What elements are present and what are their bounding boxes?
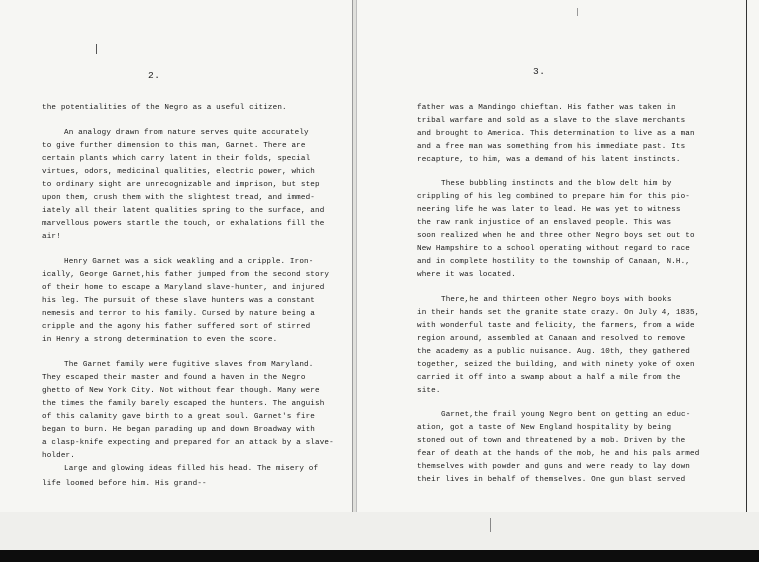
text-line: and brought to America. This determination to live as a man xyxy=(417,130,695,138)
text-line: his leg. The pursuit of these slave hunters was a constant xyxy=(42,297,316,305)
text-line: began to burn. He began parading up and down Broadway with xyxy=(42,426,316,434)
text-line: in their hands set the granite state crazy. On July 4, 1835, xyxy=(417,309,700,317)
text-line: and in complete hostility to the township of Canaan, N.H., xyxy=(417,258,691,266)
text-line: holder. xyxy=(42,452,75,460)
text-line: iately all their latent qualities spring to the surface, and xyxy=(42,207,325,215)
text-line: father was a Mandingo chieftan. His father was taken in xyxy=(417,104,676,112)
text-line: in Henry a strong determination to even the score. xyxy=(42,336,278,344)
page-number: 2. xyxy=(148,70,161,81)
text-line: of this calamity gave birth to a great soul. Garnet's fire xyxy=(42,413,316,421)
text-line: site. xyxy=(417,387,441,395)
text-line: ically, George Garnet,his father jumped from the second story xyxy=(42,271,330,279)
margin-mark xyxy=(577,8,578,16)
text-line: recapture, to him, was a demand of his latent instincts. xyxy=(417,156,681,164)
text-line: neering life he was later to lead. He was yet to witness xyxy=(417,206,681,214)
text-line: to ordinary sight are unrecognizable and imprison, but step xyxy=(42,181,320,189)
scan-edge-line xyxy=(746,0,747,512)
text-line: fear of death at the hands of the mob, he and his pals armed xyxy=(417,450,700,458)
text-line: Large and glowing ideas filled his head. The misery of xyxy=(64,465,319,473)
text-line: the times the family barely escaped the hunters. The anguish xyxy=(42,400,325,408)
scan-mark xyxy=(490,518,491,532)
text-line: region around, assembled at Canaan and resolved to remove xyxy=(417,335,686,343)
text-line: nemesis and terror to his family. Cursed by nature being a xyxy=(42,310,316,318)
left-page xyxy=(0,0,352,512)
text-line: a clasp-knife expecting and prepared for an attack by a slave- xyxy=(42,439,334,447)
text-line: with wonderful taste and felicity, the farmers, from a wide xyxy=(417,322,695,330)
text-line: stoned out of town and threatened by a mob. Driven by the xyxy=(417,437,686,445)
margin-mark xyxy=(96,44,97,54)
text-line: their lives in behalf of themselves. One gun blast served xyxy=(417,476,686,484)
text-line: virtues, odors, medicinal qualities, electric power, which xyxy=(42,168,316,176)
text-line: marvellous powers startle the touch, or exhalations fill the xyxy=(42,220,325,228)
text-line: ation, got a taste of New England hospitality by being xyxy=(417,424,672,432)
text-line: life loomed before him. His grand-- xyxy=(42,480,207,488)
text-line: tribal warfare and sold as a slave to the slave merchants xyxy=(417,117,686,125)
text-line: The Garnet family were fugitive slaves from Maryland. xyxy=(64,361,314,369)
page-number: 3. xyxy=(533,66,546,77)
text-line: ghetto of New York City. Not without fear though. Many were xyxy=(42,387,320,395)
right-page xyxy=(357,0,759,512)
text-line: An analogy drawn from nature serves quite accurately xyxy=(64,129,309,137)
text-line: the potentialities of the Negro as a useful citizen. xyxy=(42,104,287,112)
text-line: These bubbling instincts and the blow delt him by xyxy=(441,180,672,188)
text-line: They escaped their master and found a haven in the Negro xyxy=(42,374,306,382)
text-line: New Hampshire to a school operating without regard to race xyxy=(417,245,691,253)
text-line: together, seized the building, and with ninety yoke of oxen xyxy=(417,361,695,369)
text-line: of their home to escape a Maryland slave-hunter, and injured xyxy=(42,284,325,292)
text-line: There,he and thirteen other Negro boys with books xyxy=(441,296,672,304)
text-line: to give further dimension to this man, Garnet. There are xyxy=(42,142,306,150)
text-line: the raw rank injustice of an enslaved people. This was xyxy=(417,219,672,227)
text-line: carried it off into a swamp about a half a mile from the xyxy=(417,374,681,382)
scan-bottom-margin xyxy=(0,512,759,550)
text-line: themselves with powder and guns and were ready to lay down xyxy=(417,463,691,471)
text-line: crippling of his leg combined to prepare him for this pio- xyxy=(417,193,691,201)
text-line: upon them, crush them with the slightest tread, and immed- xyxy=(42,194,316,202)
text-line: Henry Garnet was a sick weakling and a cripple. Iron- xyxy=(64,258,314,266)
text-line: cripple and the agony his father suffered sort of stirred xyxy=(42,323,311,331)
text-line: air! xyxy=(42,233,61,241)
text-line: where it was located. xyxy=(417,271,516,279)
text-line: the academy as a public nuisance. Aug. 10th, they gathered xyxy=(417,348,691,356)
text-line: and a free man was something from his immediate past. Its xyxy=(417,143,686,151)
text-line: Garnet,the frail young Negro bent on getting an educ- xyxy=(441,411,691,419)
text-line: certain plants which carry latent in their folds, special xyxy=(42,155,311,163)
text-line: soon realized when he and three other Negro boys set out to xyxy=(417,232,695,240)
